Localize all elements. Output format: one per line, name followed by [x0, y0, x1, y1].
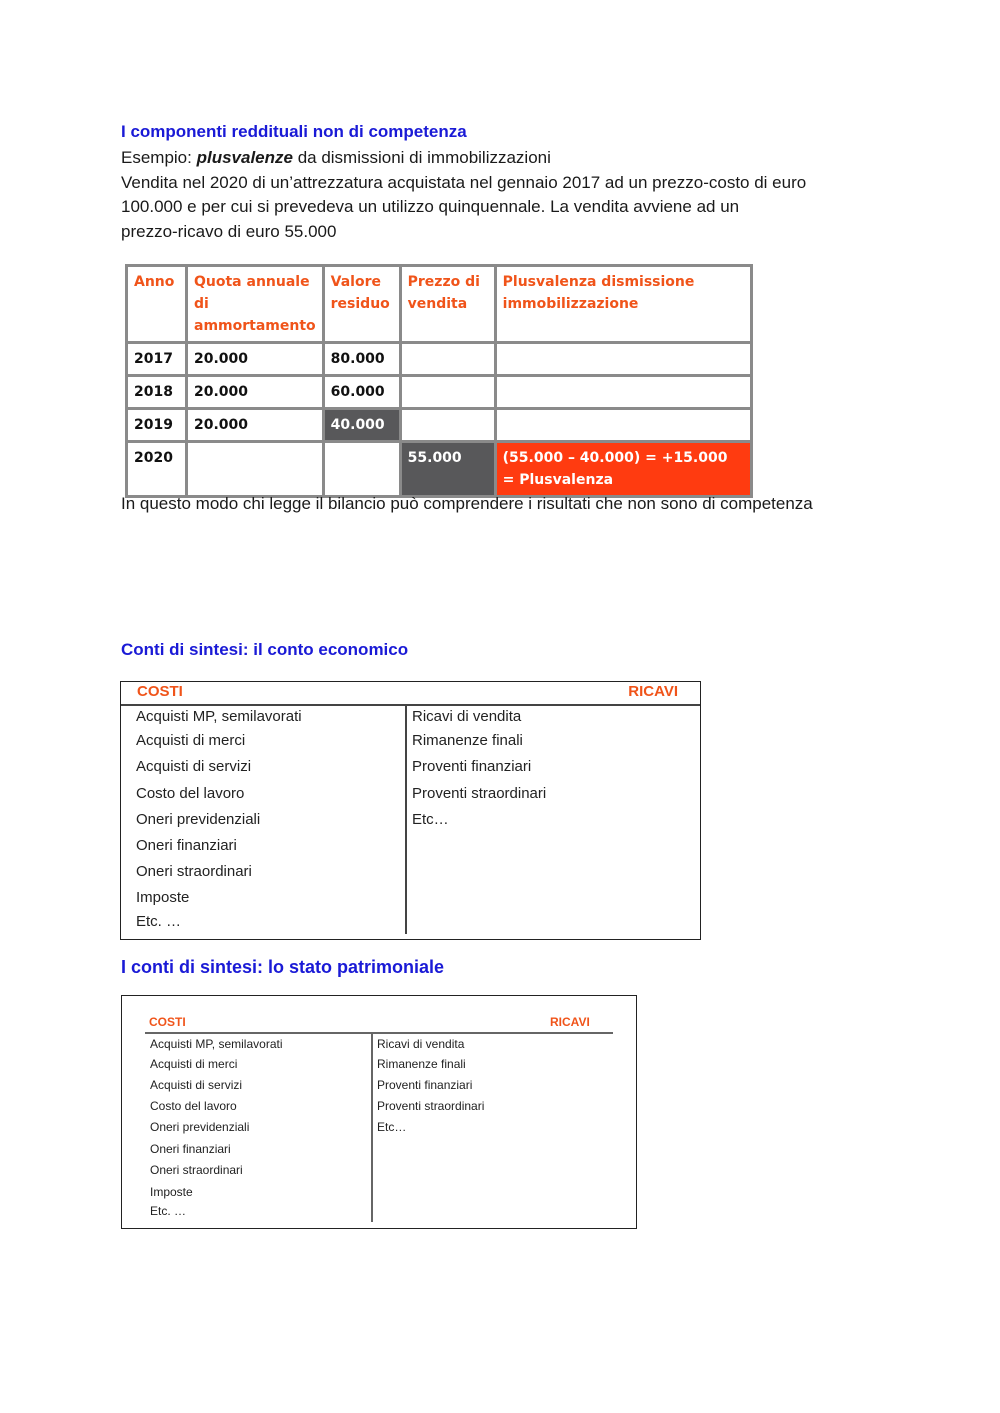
table-cell: 2017: [128, 344, 185, 374]
example-bold: plusvalenze: [196, 148, 293, 167]
table-cell: 60.000: [325, 377, 399, 407]
description-paragraph: [121, 171, 806, 245]
list-item: Proventi finanziari: [377, 1078, 473, 1092]
section-heading-conto-economico: Conti di sintesi: il conto economico: [121, 640, 409, 659]
table-header-row: [128, 267, 750, 341]
list-item: Oneri straordinari: [150, 1163, 243, 1177]
section-heading-componenti: I componenti reddituali non di competenza: [121, 122, 467, 141]
table-row: [128, 443, 750, 495]
table-cell: 2020: [128, 443, 185, 495]
stato-patrimoniale-box: [121, 995, 637, 1229]
table-cell: [188, 443, 322, 495]
column-divider: [371, 1032, 373, 1222]
table-header-cell: Quota annuale di ammortamento: [188, 267, 322, 341]
ricavi-header: RICAVI: [628, 683, 678, 700]
table-cell: [402, 410, 494, 440]
paragraph-line: Vendita nel 2020 di un’attrezzatura acquistata nel gennaio 2017 ad un prezzo-costo di euro: [121, 172, 807, 192]
conto-economico-box: [120, 681, 701, 940]
list-item: Acquisti di merci: [150, 1057, 238, 1071]
list-item: Acquisti MP, semilavorati: [150, 1037, 283, 1051]
table-header-cell: Prezzo di vendita: [402, 267, 494, 341]
header-divider: [121, 704, 700, 706]
list-item: Ricavi di vendita: [412, 708, 522, 725]
table-row: [128, 377, 750, 407]
table-row: [128, 410, 750, 440]
list-item: Proventi straordinari: [377, 1099, 485, 1113]
list-item: Oneri straordinari: [136, 863, 252, 880]
table-cell: [402, 344, 494, 374]
table-cell: [325, 443, 399, 495]
list-item: Oneri finanziari: [150, 1142, 231, 1156]
table-row: [128, 344, 750, 374]
list-item: Etc…: [377, 1120, 407, 1134]
paragraph-line: prezzo-ricavo di euro 55.000: [121, 221, 337, 241]
list-item: Acquisti di servizi: [150, 1078, 243, 1092]
table-cell: 20.000: [188, 344, 322, 374]
list-item: Oneri finanziari: [136, 837, 237, 854]
table-cell: [497, 344, 750, 374]
table-header-cell: Valore residuo: [325, 267, 399, 341]
list-item: Costo del lavoro: [150, 1099, 237, 1113]
table-cell-highlight: 55.000: [402, 443, 494, 495]
ricavi-header: RICAVI: [550, 1015, 590, 1029]
costi-header: COSTI: [149, 1015, 186, 1029]
header-divider: [145, 1032, 613, 1034]
column-divider: [405, 704, 407, 934]
list-item: Etc…: [412, 811, 449, 828]
table-header-cell: Plusvalenza dismissione immobilizzazione: [497, 267, 750, 341]
table-cell: 80.000: [325, 344, 399, 374]
table-header-cell: Anno: [128, 267, 185, 341]
example-line: [121, 146, 551, 171]
list-item: Etc. …: [136, 913, 182, 930]
list-item: Etc. …: [150, 1204, 187, 1218]
list-item: Proventi finanziari: [412, 758, 532, 775]
table-cell: [497, 377, 750, 407]
list-item: Rimanenze finali: [377, 1057, 466, 1071]
table-cell: 20.000: [188, 377, 322, 407]
list-item: Acquisti di servizi: [136, 758, 252, 775]
plusvalenza-table: [125, 264, 753, 498]
paragraph-line: 100.000 e per cui si prevedeva un utilizzo quinquennale. La vendita avviene ad un: [121, 197, 740, 216]
after-table-text: In questo modo chi legge il bilancio può comprendere i risultati che non sono di competenza: [121, 494, 813, 513]
table-cell: 2018: [128, 377, 185, 407]
list-item: Proventi straordinari: [412, 785, 547, 802]
list-item: Ricavi di vendita: [377, 1037, 465, 1051]
list-item: Imposte: [136, 889, 190, 906]
list-item: Acquisti di merci: [136, 732, 246, 749]
table-cell: [497, 410, 750, 440]
example-suffix: da dismissioni di immobilizzazioni: [292, 148, 551, 167]
list-item: Oneri previdenziali: [150, 1120, 250, 1134]
table-cell: [402, 377, 494, 407]
list-item: Imposte: [150, 1185, 193, 1199]
list-item: Oneri previdenziali: [136, 811, 261, 828]
example-prefix: Esempio:: [121, 148, 197, 167]
table-cell-plusvalenza: (55.000 – 40.000) = +15.000 = Plusvalenza: [497, 443, 750, 495]
list-item: Rimanenze finali: [412, 732, 523, 749]
section-heading-stato-patrimoniale: I conti di sintesi: lo stato patrimoniale: [121, 957, 445, 977]
table-cell-highlight: 40.000: [325, 410, 399, 440]
list-item: Costo del lavoro: [136, 785, 245, 802]
list-item: Acquisti MP, semilavorati: [136, 708, 302, 725]
table-cell: 20.000: [188, 410, 322, 440]
table-cell: 2019: [128, 410, 185, 440]
costi-header: COSTI: [137, 683, 183, 700]
